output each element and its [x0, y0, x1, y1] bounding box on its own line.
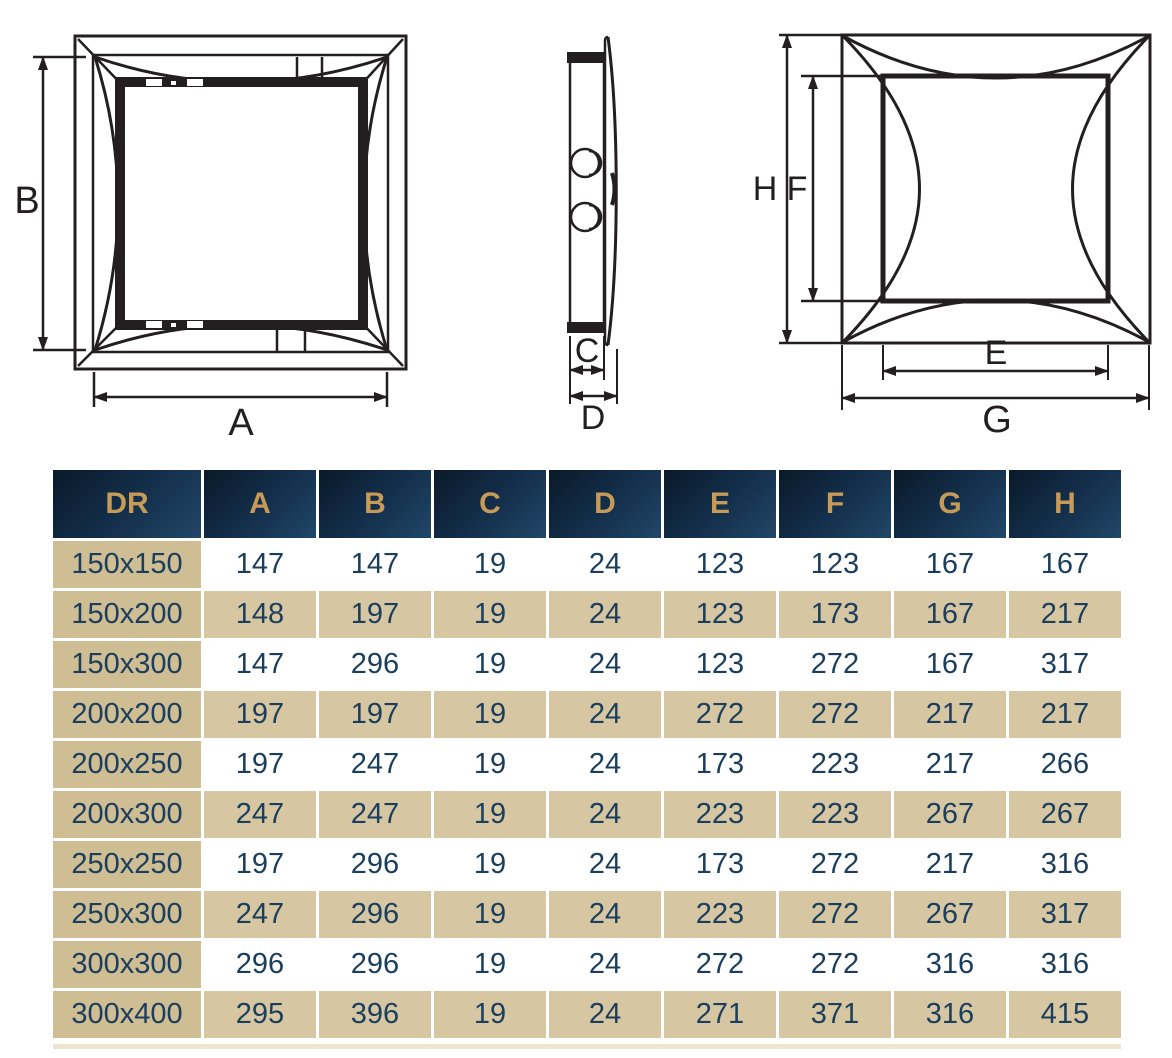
value-cell-e: 123 — [664, 591, 776, 638]
back-frame-slots — [146, 79, 203, 328]
value-cell-g: 267 — [894, 791, 1006, 838]
dr-cell: 150x150 — [53, 541, 201, 588]
header-cell-h: H — [1009, 470, 1121, 538]
value-cell-h: 267 — [1009, 791, 1121, 838]
value-cell-h: 217 — [1009, 691, 1121, 738]
next-row-sliver — [53, 1044, 1121, 1049]
header-cell-g: G — [894, 470, 1006, 538]
value-cell-f: 272 — [779, 891, 891, 938]
value-cell-d: 24 — [549, 591, 661, 638]
dim-label-f: F — [786, 170, 808, 208]
value-cell-a: 147 — [204, 641, 316, 688]
value-cell-f: 272 — [779, 691, 891, 738]
dim-label-g: G — [982, 399, 1012, 441]
value-cell-a: 247 — [204, 791, 316, 838]
value-cell-d: 24 — [549, 891, 661, 938]
value-cell-d: 24 — [549, 991, 661, 1038]
dimensions-table — [53, 470, 1121, 1038]
value-cell-c: 19 — [434, 591, 546, 638]
side-face-panel-inner — [605, 37, 608, 345]
side-body — [570, 55, 604, 330]
value-cell-b: 296 — [319, 941, 431, 988]
dim-label-e: E — [984, 334, 1008, 372]
value-cell-c: 19 — [434, 941, 546, 988]
dim-label-b: B — [14, 180, 40, 222]
value-cell-g: 217 — [894, 741, 1006, 788]
header-cell-e: E — [664, 470, 776, 538]
value-cell-a: 296 — [204, 941, 316, 988]
dr-cell: 150x300 — [53, 641, 201, 688]
value-cell-h: 217 — [1009, 591, 1121, 638]
value-cell-a: 147 — [204, 541, 316, 588]
value-cell-g: 267 — [894, 891, 1006, 938]
value-cell-g: 316 — [894, 991, 1006, 1038]
value-cell-e: 272 — [664, 691, 776, 738]
dr-cell: 200x200 — [53, 691, 201, 738]
value-cell-f: 272 — [779, 841, 891, 888]
back-view-diagram — [33, 36, 406, 407]
value-cell-c: 19 — [434, 541, 546, 588]
value-cell-c: 19 — [434, 841, 546, 888]
value-cell-h: 316 — [1009, 941, 1121, 988]
value-cell-f: 272 — [779, 641, 891, 688]
value-cell-e: 271 — [664, 991, 776, 1038]
value-cell-g: 217 — [894, 841, 1006, 888]
value-cell-g: 316 — [894, 941, 1006, 988]
front-pillow-curve-right — [1073, 36, 1150, 342]
back-mounting-frame — [120, 82, 363, 325]
front-pillow-curve-top — [843, 36, 1149, 78]
back-inner-offset-square — [93, 55, 388, 352]
dim-label-c: C — [574, 332, 600, 370]
value-cell-a: 197 — [204, 691, 316, 738]
value-cell-b: 296 — [319, 841, 431, 888]
dr-cell: 250x250 — [53, 841, 201, 888]
value-cell-d: 24 — [549, 541, 661, 588]
header-cell-b: B — [319, 470, 431, 538]
front-inner-square — [883, 76, 1108, 301]
value-cell-a: 197 — [204, 841, 316, 888]
value-cell-h: 317 — [1009, 891, 1121, 938]
side-clip-bump — [612, 173, 615, 205]
value-cell-d: 24 — [549, 791, 661, 838]
value-cell-c: 19 — [434, 891, 546, 938]
value-cell-d: 24 — [549, 641, 661, 688]
value-cell-b: 247 — [319, 791, 431, 838]
value-cell-g: 217 — [894, 691, 1006, 738]
value-cell-e: 123 — [664, 641, 776, 688]
value-cell-e: 272 — [664, 941, 776, 988]
dim-label-h: H — [752, 170, 778, 208]
value-cell-c: 19 — [434, 791, 546, 838]
technical-drawing — [0, 0, 1172, 465]
value-cell-h: 266 — [1009, 741, 1121, 788]
dim-label-d: D — [580, 399, 606, 437]
value-cell-d: 24 — [549, 841, 661, 888]
value-cell-f: 371 — [779, 991, 891, 1038]
value-cell-h: 316 — [1009, 841, 1121, 888]
dimension-b — [33, 57, 86, 350]
value-cell-b: 197 — [319, 591, 431, 638]
value-cell-c: 19 — [434, 991, 546, 1038]
value-cell-b: 147 — [319, 541, 431, 588]
dim-label-a: A — [228, 402, 254, 444]
value-cell-a: 148 — [204, 591, 316, 638]
dr-cell: 200x300 — [53, 791, 201, 838]
value-cell-b: 396 — [319, 991, 431, 1038]
header-cell-d: D — [549, 470, 661, 538]
value-cell-e: 173 — [664, 841, 776, 888]
value-cell-d: 24 — [549, 941, 661, 988]
front-view-diagram — [779, 35, 1150, 410]
value-cell-g: 167 — [894, 591, 1006, 638]
value-cell-e: 123 — [664, 541, 776, 588]
value-cell-f: 223 — [779, 741, 891, 788]
back-sag-curve-left — [95, 57, 118, 350]
value-cell-g: 167 — [894, 541, 1006, 588]
value-cell-a: 197 — [204, 741, 316, 788]
back-latch-ticks — [277, 57, 322, 351]
header-cell-c: C — [434, 470, 546, 538]
value-cell-f: 223 — [779, 791, 891, 838]
value-cell-f: 123 — [779, 541, 891, 588]
value-cell-c: 19 — [434, 741, 546, 788]
value-cell-a: 247 — [204, 891, 316, 938]
header-cell-f: F — [779, 470, 891, 538]
dr-cell: 300x400 — [53, 991, 201, 1038]
value-cell-a: 295 — [204, 991, 316, 1038]
value-cell-c: 19 — [434, 641, 546, 688]
value-cell-h: 167 — [1009, 541, 1121, 588]
value-cell-b: 296 — [319, 891, 431, 938]
value-cell-e: 223 — [664, 891, 776, 938]
value-cell-c: 19 — [434, 691, 546, 738]
value-cell-e: 173 — [664, 741, 776, 788]
value-cell-e: 223 — [664, 791, 776, 838]
value-cell-b: 247 — [319, 741, 431, 788]
value-cell-d: 24 — [549, 741, 661, 788]
dr-cell: 200x250 — [53, 741, 201, 788]
header-cell-dr: DR — [53, 470, 201, 538]
value-cell-g: 167 — [894, 641, 1006, 688]
back-corner-seams — [78, 39, 403, 366]
value-cell-h: 317 — [1009, 641, 1121, 688]
front-outer-square — [842, 35, 1150, 343]
dr-cell: 300x300 — [53, 941, 201, 988]
value-cell-f: 173 — [779, 591, 891, 638]
value-cell-h: 415 — [1009, 991, 1121, 1038]
dr-cell: 250x300 — [53, 891, 201, 938]
value-cell-f: 272 — [779, 941, 891, 988]
header-cell-a: A — [204, 470, 316, 538]
dr-cell: 150x200 — [53, 591, 201, 638]
value-cell-b: 296 — [319, 641, 431, 688]
value-cell-b: 197 — [319, 691, 431, 738]
side-top-flange — [567, 52, 604, 63]
value-cell-d: 24 — [549, 691, 661, 738]
